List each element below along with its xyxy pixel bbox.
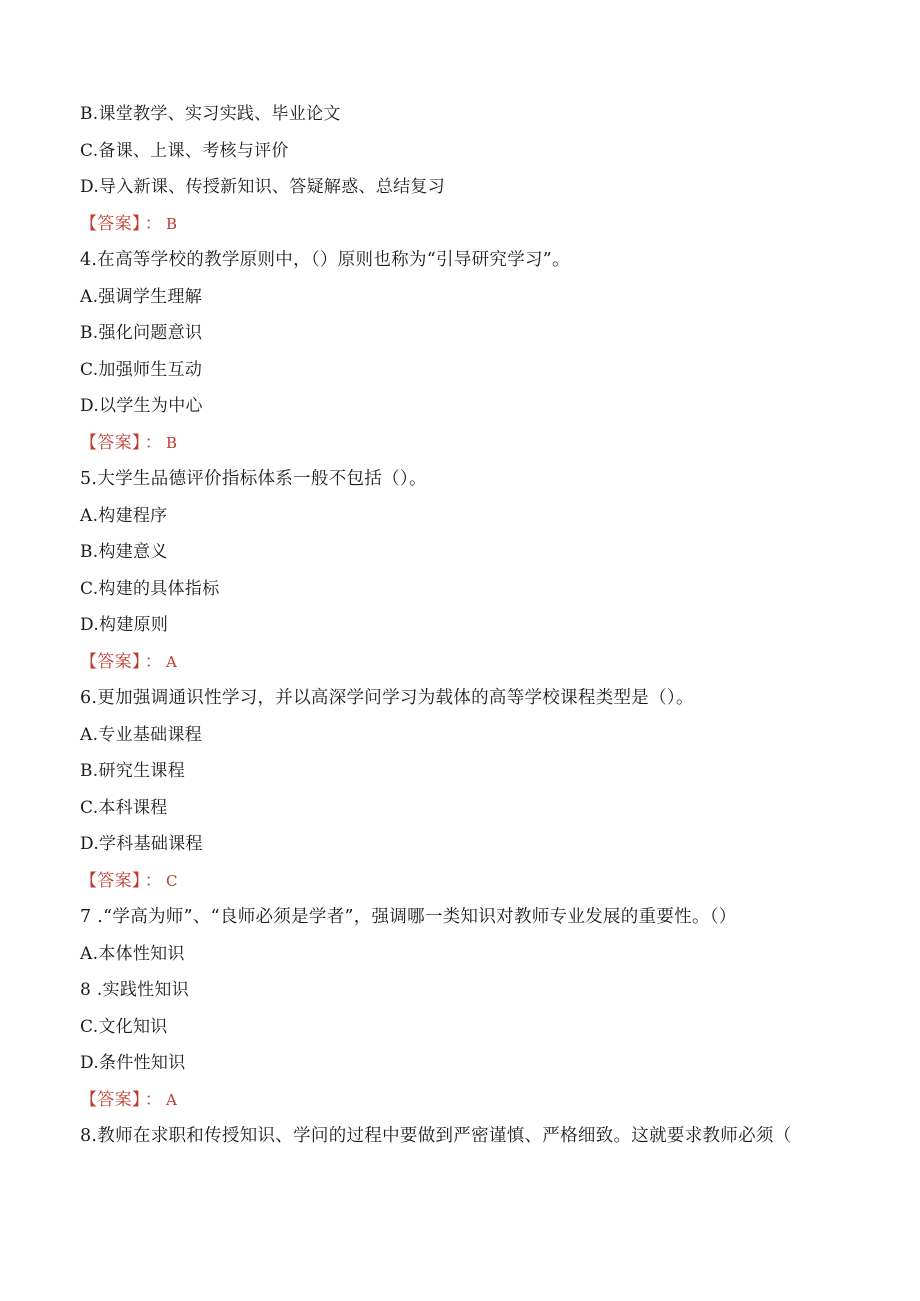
option-line: C.构建的具体指标 bbox=[80, 578, 220, 599]
answer-separator: ： bbox=[144, 870, 163, 891]
option-line: D.以学生为中心 bbox=[80, 396, 203, 416]
answer-value: A bbox=[166, 652, 178, 671]
option-line: A.本体性知识 bbox=[80, 943, 185, 964]
question-line: 8.教师在求职和传授知识、学问的过程中要做到严密谨慎、严格细致。这就要求教师必须（ bbox=[80, 1126, 792, 1146]
answer-separator: ： bbox=[144, 1089, 163, 1110]
option-line: A.强调学生理解 bbox=[80, 286, 203, 307]
option-line: A.构建程序 bbox=[80, 505, 168, 526]
answer-separator: ： bbox=[144, 651, 163, 672]
answer-line bbox=[80, 1082, 840, 1119]
option-line: B.构建意义 bbox=[80, 542, 168, 562]
option-line: C.备课、上课、考核与评价 bbox=[80, 140, 289, 161]
answer-label: 【答案】 bbox=[80, 870, 141, 891]
answer-value: B bbox=[166, 433, 178, 452]
answer-value: A bbox=[166, 1090, 178, 1109]
option-line: D.构建原则 bbox=[80, 615, 169, 635]
option-line: A.专业基础课程 bbox=[80, 724, 203, 745]
question-line: 5.大学生品德评价指标体系一般不包括（）。 bbox=[80, 469, 427, 489]
answer-line bbox=[80, 863, 840, 900]
option-line: D.学科基础课程 bbox=[80, 834, 203, 854]
answer-separator: ： bbox=[144, 213, 163, 234]
option-line: D.导入新课、传授新知识、答疑解惑、总结复习 bbox=[80, 177, 446, 197]
option-line: 8 .实践性知识 bbox=[80, 980, 190, 1000]
question-line: 4.在高等学校的教学原则中，（）原则也称为“引导研究学习”。 bbox=[80, 250, 570, 270]
option-line: D.条件性知识 bbox=[80, 1053, 186, 1073]
answer-value: C bbox=[166, 871, 178, 890]
answer-line bbox=[80, 425, 840, 462]
answer-label: 【答案】 bbox=[80, 1089, 141, 1110]
answer-label: 【答案】 bbox=[80, 651, 141, 672]
answer-line bbox=[80, 206, 840, 243]
option-line: B.研究生课程 bbox=[80, 761, 185, 781]
answer-label: 【答案】 bbox=[80, 213, 141, 234]
option-line: C.加强师生互动 bbox=[80, 359, 203, 380]
option-line: B.强化问题意识 bbox=[80, 323, 203, 343]
answer-label: 【答案】 bbox=[80, 432, 141, 453]
question-line: 6.更加强调通识性学习，并以高深学问学习为载体的高等学校课程类型是（）。 bbox=[80, 688, 694, 708]
answer-line bbox=[80, 644, 840, 681]
option-line: B.课堂教学、实习实践、毕业论文 bbox=[80, 104, 341, 124]
question-line: 7 .“学高为师”、“良师必须是学者”，强调哪一类知识对教师专业发展的重要性。（） bbox=[80, 907, 737, 927]
option-line: C.本科课程 bbox=[80, 797, 168, 818]
answer-separator: ： bbox=[144, 432, 163, 453]
option-line: C.文化知识 bbox=[80, 1016, 168, 1037]
document-page bbox=[80, 96, 840, 1155]
answer-value: B bbox=[166, 214, 178, 233]
